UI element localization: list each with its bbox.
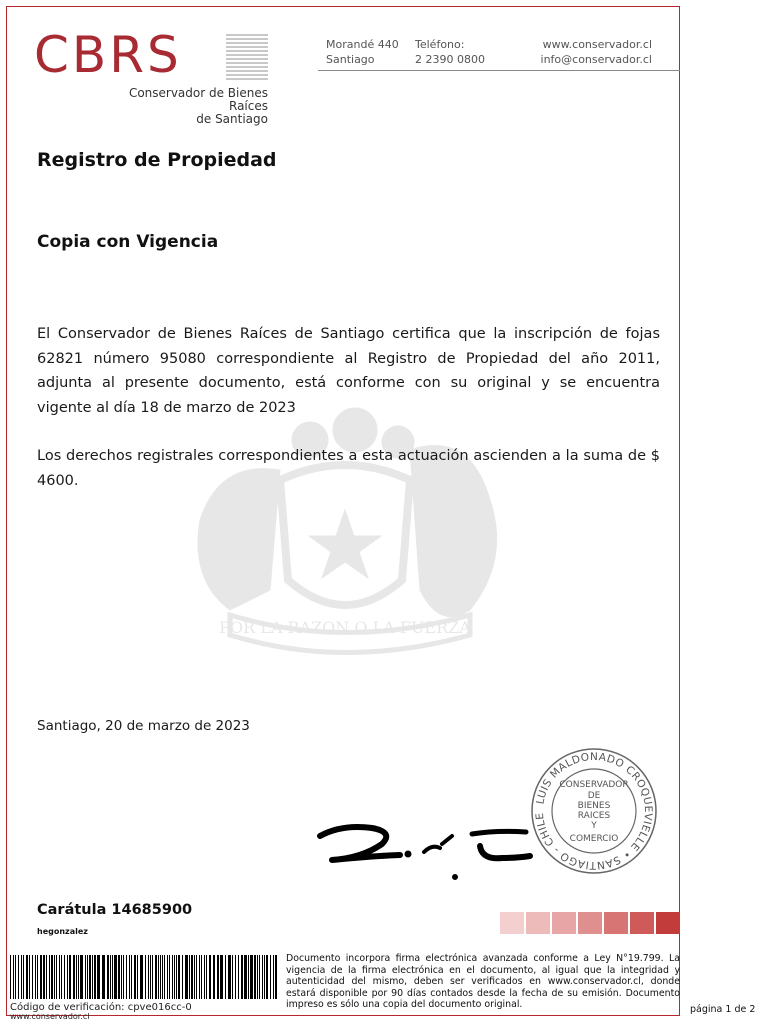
- barcode-bar: [13, 955, 14, 999]
- barcode: [10, 955, 280, 999]
- barcode-bar: [40, 955, 42, 999]
- barcode-bar: [123, 955, 124, 999]
- stamp-line4: RAICES: [577, 811, 611, 821]
- address-city: Santiago: [326, 53, 375, 66]
- address-block: [326, 37, 399, 67]
- barcode-bar: [194, 955, 195, 999]
- barcode-bar: [73, 955, 75, 999]
- barcode-bar: [145, 955, 146, 999]
- barcode-bar: [232, 955, 233, 999]
- barcode-bar: [244, 955, 247, 999]
- barcode-bar: [110, 955, 111, 999]
- barcode-bar: [61, 955, 62, 999]
- verification-code: Código de verificación: cpve016cc-0: [10, 1002, 192, 1013]
- barcode-bar: [220, 955, 223, 999]
- cbrs-logo: CBRS: [34, 26, 182, 84]
- barcode-bar: [23, 955, 24, 999]
- barcode-bar: [169, 955, 170, 999]
- barcode-bar: [248, 955, 249, 999]
- logo-subtitle: [90, 87, 268, 126]
- operator-user: hegonzalez: [37, 927, 88, 936]
- barcode-bar: [64, 955, 65, 999]
- logo-subtitle-line2: de Santiago: [196, 112, 268, 126]
- dateline: Santiago, 20 de marzo de 2023: [37, 718, 250, 734]
- page-number: página 1 de 2: [690, 1004, 756, 1015]
- barcode-bar: [176, 955, 177, 999]
- barcode-bar: [118, 955, 120, 999]
- barcode-bar: [257, 955, 258, 999]
- barcode-bar: [228, 955, 231, 999]
- barcode-bar: [185, 955, 188, 999]
- color-square: [526, 912, 550, 934]
- barcode-bar: [76, 955, 77, 999]
- signature: [312, 822, 542, 882]
- barcode-bar: [80, 955, 83, 999]
- stamp-line6: COMERCIO: [569, 834, 619, 844]
- barcode-bar: [152, 955, 153, 999]
- barcode-bar: [254, 955, 256, 999]
- barcode-bar: [129, 955, 130, 999]
- barcode-bar: [35, 955, 36, 999]
- barcode-bar: [92, 955, 93, 999]
- stamp-line3: BIENES: [577, 801, 611, 811]
- barcode-bar: [160, 955, 161, 999]
- barcode-bar: [85, 955, 86, 999]
- web-block: [526, 37, 652, 67]
- barcode-bar: [178, 955, 180, 999]
- barcode-bar: [51, 955, 53, 999]
- color-square: [552, 912, 576, 934]
- logo-subtitle-line1: Conservador de Bienes Raíces: [128, 86, 268, 113]
- barcode-bar: [43, 955, 45, 999]
- header-divider: [318, 70, 680, 71]
- barcode-bar: [15, 955, 16, 999]
- barcode-bar: [259, 955, 260, 999]
- certification-paragraph: El Conservador de Bienes Raíces de Santiago certifica que la inscripción de fojas 62821 número 95080 correspondiente al Registro de Propiedad del año 2011, adjunta al presente documento, está conforme con su original y se encuentra vigente al día 18 de marzo de 2023: [37, 326, 660, 416]
- barcode-bar: [206, 955, 207, 999]
- header-website-link[interactable]: www.conservador.cl: [542, 38, 652, 51]
- stamp-ring-text: LUIS MALDONADO CROQUEVIELLE • SANTIAGO - CHILE: [533, 750, 655, 872]
- fees-paragraph: Los derechos registrales correspondientes a esta actuación ascienden a la suma de $ 4600.: [37, 448, 660, 489]
- barcode-bar: [37, 955, 38, 999]
- barcode-bar: [67, 955, 68, 999]
- barcode-bar: [191, 955, 193, 999]
- stamp-line1: CONSERVADOR: [559, 780, 629, 790]
- barcode-bar: [196, 955, 197, 999]
- color-square: [500, 912, 524, 934]
- barcode-bar: [112, 955, 113, 999]
- barcode-bar: [150, 955, 151, 999]
- barcode-bar: [162, 955, 163, 999]
- barcode-bar: [155, 955, 157, 999]
- color-square: [656, 912, 680, 934]
- chile-coat-of-arms-watermark: [140, 390, 540, 680]
- watermark-motto: POR LA RAZON O LA FUERZA: [219, 618, 471, 637]
- color-squares: [500, 912, 680, 934]
- barcode-bar: [172, 955, 173, 999]
- barcode-bar: [273, 955, 274, 999]
- barcode-bar: [241, 955, 243, 999]
- barcode-bar: [209, 955, 211, 999]
- barcode-bar: [29, 955, 30, 999]
- barcode-bar: [158, 955, 159, 999]
- barcode-bar: [56, 955, 57, 999]
- barcode-bar: [94, 955, 96, 999]
- barcode-bar: [114, 955, 117, 999]
- color-square: [604, 912, 628, 934]
- barcode-bar: [270, 955, 271, 999]
- barcode-bar: [54, 955, 55, 999]
- barcode-bar: [140, 955, 143, 999]
- barcode-bar: [217, 955, 219, 999]
- address-street: Morandé 440: [326, 38, 399, 51]
- barcode-bar: [238, 955, 239, 999]
- barcode-bar: [26, 955, 28, 999]
- legal-notice: Documento incorpora firma electrónica avanzada conforme a Ley N°19.799. La vigencia de la firma electrónica en el documento, al igual que la integridad y autenticidad del mismo, deben ser verificados en www.conservador.cl, donde estará disponible por 90 días contados desde la fecha de su emisión. Documento impreso es sólo una copia del documento original.: [286, 953, 680, 1010]
- barcode-bar: [174, 955, 175, 999]
- barcode-bar: [199, 955, 200, 999]
- barcode-bar: [78, 955, 79, 999]
- phone-label: Teléfono:: [415, 38, 465, 51]
- phone-block: [415, 37, 485, 67]
- stamp-line5: Y: [591, 821, 597, 831]
- conservador-stamp: [528, 745, 660, 877]
- barcode-bar: [49, 955, 50, 999]
- barcode-bar: [201, 955, 202, 999]
- barcode-bar: [148, 955, 149, 999]
- phone-number: 2 2390 0800: [415, 53, 485, 66]
- barcode-bar: [107, 955, 109, 999]
- barcode-bar: [89, 955, 91, 999]
- stamp-line2: DE: [587, 791, 601, 801]
- barcode-bar: [131, 955, 132, 999]
- barcode-bar: [189, 955, 190, 999]
- barcode-bar: [204, 955, 205, 999]
- document-title: Registro de Propiedad: [37, 149, 277, 171]
- header-email-link[interactable]: info@conservador.cl: [540, 53, 652, 66]
- barcode-bar: [213, 955, 215, 999]
- barcode-bar: [137, 955, 138, 999]
- barcode-bar: [262, 955, 263, 999]
- barcode-bar: [10, 955, 11, 999]
- color-square: [630, 912, 654, 934]
- color-square: [578, 912, 602, 934]
- barcode-bar: [18, 955, 19, 999]
- barcode-bar: [235, 955, 236, 999]
- barcode-bar: [266, 955, 268, 999]
- barcode-bar: [264, 955, 265, 999]
- barcode-bar: [275, 955, 277, 999]
- barcode-bar: [134, 955, 136, 999]
- barcode-bar: [126, 955, 127, 999]
- footer-website-link[interactable]: www.conservador.cl: [10, 1012, 90, 1021]
- barcode-bar: [97, 955, 100, 999]
- barcode-bar: [164, 955, 165, 999]
- caratula-number: Carátula 14685900: [37, 902, 193, 918]
- barcode-bar: [167, 955, 168, 999]
- document-subtitle: Copia con Vigencia: [37, 232, 219, 252]
- barcode-bar: [225, 955, 226, 999]
- barcode-bar: [250, 955, 253, 999]
- barcode-bar: [59, 955, 60, 999]
- barcode-bar: [87, 955, 88, 999]
- barcode-bar: [121, 955, 122, 999]
- barcode-bar: [182, 955, 183, 999]
- cbrs-logo-lines-icon: [226, 34, 268, 86]
- barcode-bar: [69, 955, 71, 999]
- barcode-bar: [102, 955, 105, 999]
- barcode-bar: [32, 955, 33, 999]
- barcode-bar: [21, 955, 22, 999]
- barcode-bar: [46, 955, 47, 999]
